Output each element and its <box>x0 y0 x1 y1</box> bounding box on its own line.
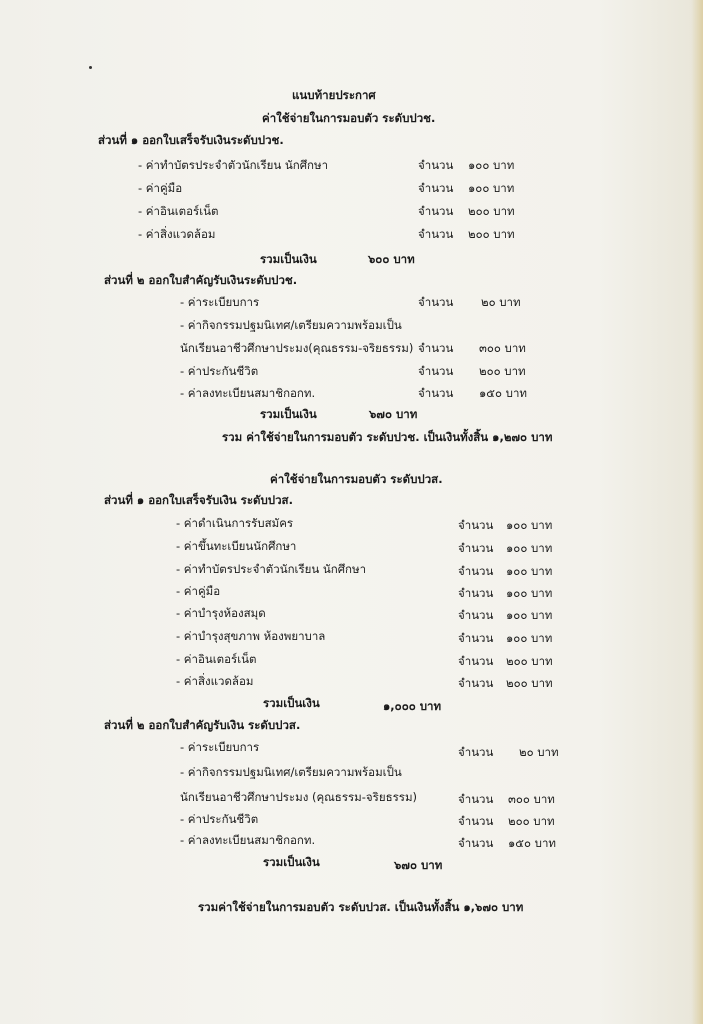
pvc-p1-item-amount: ๑๐๐ บาท <box>468 158 515 172</box>
pvc-p2-total-value: ๖๗๐ บาท <box>369 407 418 421</box>
pvc-p2-item-label: - ค่าลงทะเบียนสมาชิกอกท. <box>180 386 316 400</box>
pvc-p1-item-amount: ๒๐๐ บาท <box>468 204 515 218</box>
paper-edge <box>691 0 703 1024</box>
pvs-p1-item-amount: ๑๐๐ บาท <box>506 541 553 555</box>
pvs-p1-item-amount: ๑๐๐ บาท <box>506 631 553 645</box>
pvs-p1-item-qty: จำนวน <box>458 541 494 555</box>
pvs-p1-item-label: - ค่าทำบัตรประจำตัวนักเรียน นักศึกษา <box>176 562 367 576</box>
pvs-p2-total-value: ๖๗๐ บาท <box>394 858 443 872</box>
pvc-p2-item-qty: จำนวน <box>418 295 454 309</box>
pvs-p1-item-label: - ค่าบำรุงสุขภาพ ห้องพยาบาล <box>176 629 326 643</box>
pvs-p1-item-label: - ค่าคู่มือ <box>176 584 221 598</box>
pvc-p1-item-label: - ค่าคู่มือ <box>138 181 183 195</box>
pvs-p2-item-label: - ค่าลงทะเบียนสมาชิกอกท. <box>180 833 316 847</box>
pvc-p2-item-amount: ๓๐๐ บาท <box>479 341 526 355</box>
pvc-grand-total: รวม ค่าใช้จ่ายในการมอบตัว ระดับปวช. เป็นเงินทั้งสิ้น ๑,๒๗๐ บาท <box>222 430 553 444</box>
pvc-p1-total-label: รวมเป็นเงิน <box>260 252 317 266</box>
pvs-p1-item-qty: จำนวน <box>458 518 494 532</box>
pvs-p1-item-amount: ๑๐๐ บาท <box>506 518 553 532</box>
pvs-p1-item-amount: ๑๐๐ บาท <box>506 564 553 578</box>
pvs-p1-total-value: ๑,๐๐๐ บาท <box>383 699 442 713</box>
pvs-p2-item-amount: ๓๐๐ บาท <box>508 792 555 806</box>
pvs-p1-item-label: - ค่าบำรุงห้องสมุด <box>176 606 266 620</box>
doc-title: แนบท้ายประกาศ <box>292 88 376 102</box>
pvc-p2-item-qty: จำนวน <box>418 386 454 400</box>
pvs-p2-total-label: รวมเป็นเงิน <box>263 855 320 869</box>
pvc-p2-item-amount: ๒๐ บาท <box>481 295 521 309</box>
pvs-p2-item-label: - ค่ากิจกรรมปฐมนิเทศ/เตรียมความพร้อมเป็น <box>180 765 402 779</box>
pvs-p2-item-qty: จำนวน <box>458 814 494 828</box>
pvs-p1-item-amount: ๒๐๐ บาท <box>506 676 553 690</box>
pvs-p1-item-label: - ค่าดำเนินการรับสมัคร <box>176 516 294 530</box>
pvs-section-title: ค่าใช้จ่ายในการมอบตัว ระดับปวส. <box>270 472 443 486</box>
pvs-p1-item-amount: ๒๐๐ บาท <box>506 654 553 668</box>
pvs-grand-total: รวมค่าใช้จ่ายในการมอบตัว ระดับปวส. เป็นเงินทั้งสิ้น ๑,๖๗๐ บาท <box>198 900 524 914</box>
pvs-p1-item-amount: ๑๐๐ บาท <box>506 586 553 600</box>
pvs-p2-item-qty: จำนวน <box>458 745 494 759</box>
pvc-part2-heading: ส่วนที่ ๒ ออกใบสำคัญรับเงินระดับปวช. <box>104 273 298 287</box>
pvc-part1-heading: ส่วนที่ ๑ ออกใบเสร็จรับเงินระดับปวช. <box>98 133 284 147</box>
pvc-p2-item-qty: จำนวน <box>418 364 454 378</box>
pvs-part2-heading: ส่วนที่ ๒ ออกใบสำคัญรับเงิน ระดับปวส. <box>104 718 301 732</box>
pvc-p1-item-label: - ค่าสิ่งแวดล้อม <box>138 227 216 241</box>
pvs-p2-item-amount: ๒๐ บาท <box>519 745 559 759</box>
pvs-p2-item-qty: จำนวน <box>458 836 494 850</box>
pvs-p1-item-qty: จำนวน <box>458 586 494 600</box>
ink-speck <box>89 66 92 69</box>
pvs-part1-heading: ส่วนที่ ๑ ออกใบเสร็จรับเงิน ระดับปวส. <box>104 493 293 507</box>
pvc-p2-item-label: - ค่าระเบียบการ <box>180 295 260 309</box>
pvs-p2-item-label: - ค่าระเบียบการ <box>180 740 260 754</box>
pvc-p1-item-qty: จำนวน <box>418 204 454 218</box>
pvc-p1-item-label: - ค่าทำบัตรประจำตัวนักเรียน นักศึกษา <box>138 158 329 172</box>
pvc-p1-item-qty: จำนวน <box>418 181 454 195</box>
pvs-p1-item-qty: จำนวน <box>458 608 494 622</box>
pvc-p2-item-label: - ค่าประกันชีวิต <box>180 364 259 378</box>
pvs-p2-item-amount: ๑๕๐ บาท <box>508 836 557 850</box>
pvc-p1-item-label: - ค่าอินเตอร์เน็ต <box>138 204 219 218</box>
pvc-p1-item-qty: จำนวน <box>418 227 454 241</box>
pvs-p2-item-label: - ค่าประกันชีวิต <box>180 812 259 826</box>
pvc-p1-item-qty: จำนวน <box>418 158 454 172</box>
pvs-p1-total-label: รวมเป็นเงิน <box>263 696 320 710</box>
pvs-p1-item-amount: ๑๐๐ บาท <box>506 608 553 622</box>
pvs-p2-item-amount: ๒๐๐ บาท <box>508 814 555 828</box>
pvc-p2-total-label: รวมเป็นเงิน <box>260 407 317 421</box>
pvs-p1-item-qty: จำนวน <box>458 631 494 645</box>
pvc-p2-item-amount: ๒๐๐ บาท <box>479 364 526 378</box>
pvs-p1-item-qty: จำนวน <box>458 654 494 668</box>
pvs-p1-item-label: - ค่าอินเตอร์เน็ต <box>176 652 257 666</box>
pvc-p2-item-qty: จำนวน <box>418 341 454 355</box>
pvs-p2-item-qty: จำนวน <box>458 792 494 806</box>
pvs-p1-item-label: - ค่าสิ่งแวดล้อม <box>176 674 254 688</box>
pvc-p1-item-amount: ๑๐๐ บาท <box>468 181 515 195</box>
pvc-p1-item-amount: ๒๐๐ บาท <box>468 227 515 241</box>
pvs-p2-item-label: นักเรียนอาชีวศึกษาประมง (คุณธรรม-จริยธรรม) <box>180 790 418 804</box>
pvs-p1-item-qty: จำนวน <box>458 676 494 690</box>
pvs-p1-item-label: - ค่าขึ้นทะเบียนนักศึกษา <box>176 539 297 553</box>
pvc-p2-item-label: - ค่ากิจกรรมปฐมนิเทศ/เตรียมความพร้อมเป็น <box>180 318 402 332</box>
pvc-p2-item-label: นักเรียนอาชีวศึกษาประมง(คุณธรรม-จริยธรรม) <box>180 341 414 355</box>
pvc-p2-item-amount: ๑๕๐ บาท <box>479 386 528 400</box>
pvc-section-title: ค่าใช้จ่ายในการมอบตัว ระดับปวช. <box>262 111 436 125</box>
pvc-p1-total-value: ๖๐๐ บาท <box>368 252 415 266</box>
pvs-p1-item-qty: จำนวน <box>458 564 494 578</box>
